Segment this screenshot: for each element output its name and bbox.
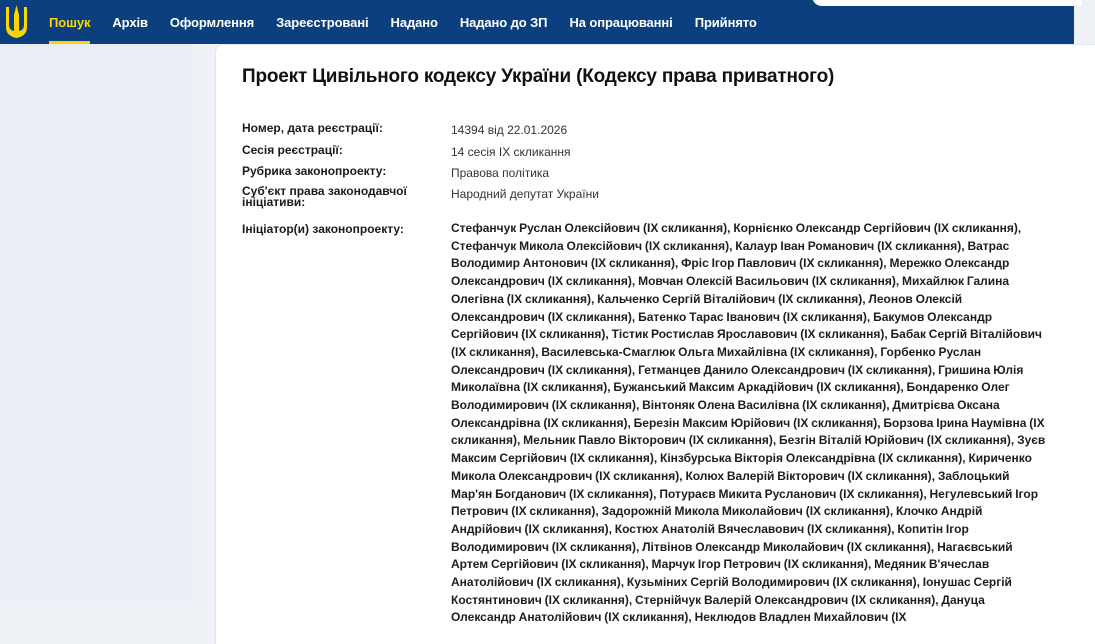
nav-tab-provided-to-plenary[interactable]: Надано до ЗП <box>459 14 548 30</box>
nav-tab-provided[interactable]: Надано <box>390 14 438 30</box>
nav-tab-processing[interactable]: Оформлення <box>169 14 255 30</box>
top-navigation-bar <box>0 0 1074 44</box>
nav-tab-archive[interactable]: Архів <box>112 14 148 30</box>
field-label: Рубрика законопроекту: <box>242 164 387 178</box>
field-value: 14 сесія IX скликання <box>451 145 571 159</box>
field-session <box>242 145 571 159</box>
field-value: 14394 від 22.01.2026 <box>451 123 568 137</box>
page-title: Проект Цивільного кодексу України (Кодексу права приватного) <box>242 66 835 87</box>
trident-coat-of-arms-icon[interactable] <box>4 3 29 39</box>
initiators-list: Стефанчук Руслан Олексійович (IX скликання), Корнієнко Олександр Сергійович (IX скликання), Стефанчук Микола Олексійович (IX скликання), Калаур Іван Романович (IX скликання), Ватрас Володимир Антонович (IX скликання), Фріс Ігор Павлович (IX скликання), Мережко Олександр Олександрович (IX скликання), Мовчан Олексій Васильович (IX скликання), Михайлюк Галина Олегівна (IX скликання), Кальченко Сергій Віталійович (IX скликання), Леонов Олексій Олександрович (IX скликання), Батенко Тарас Іванович (IX скликання), Бакумов Олександр Сергійович (IX скликання), Тістик Ростислав Ярославович (IX скликання), Бабак Сергій Віталійович (IX скликання), Василевська-Смаглюк Ольга Михайлівна (IX скликання), Горбенко Руслан Олександрович (IX скликання), Гетманцев Данило Олександрович (IX скликання), Гришина Юлія Миколаївна (IX скликання), Бужанський Максим Аркадійович (IX скликання), Бондаренко Олег Володимирович (IX скликання), Вінтоняк Олена Василівна (IX скликання), Дмитрієва Оксана Олександрівна (IX скликання), Березін Максим Юрійович (IX скликання), Борзова Ірина Наумівна (IX скликання), Мельник Павло Вікторович (IX скликання), Безгін Віталій Юрійович (IX скликання), Зуєв Максим Сергійович (IX скликання), Кінзбурська Вікторія Олександрівна (IX скликання), Кириченко Микола Олександрович (IX скликання), Колюх Валерій Вікторович (IX скликання), Заблоцький Мар'ян Богданович (IX скликання), Потураєв Микита Русланович (IX скликання), Негулевський Ігор Петрович (IX скликання), Задорожній Микола Миколайович (IX скликання), Клочко Андрій Андрійович (IX скликання), Костюх Анатолій Вячеславович (IX скликання), Копитін Ігор Володимирович (IX скликання), Літвінов Олександр Миколайович (IX скликання), Нагаєвський Артем Сергійович (IX скликання), Марчук Ігор Петрович (IX скликання), Медяник В'ячеслав Анатолійович (IX скликання), Кузьміних Сергій Володимирович (IX скликання), Іонушас Сергій Костянтинович (IX скликання), Стернійчук Валерій Олександрович (IX скликання), Дануца Олександр Анатолійович (IX скликання), Неклюдов Владлен Михайлович (IX <box>451 221 1046 625</box>
field-label: Сесія реєстрації: <box>242 143 343 157</box>
search-input[interactable] <box>812 0 1082 6</box>
nav-tab-search[interactable]: Пошук <box>38 0 101 44</box>
field-rubric <box>242 166 549 180</box>
field-value: Народний депутат України <box>451 187 599 201</box>
main-nav <box>38 0 768 44</box>
nav-tab-adopted[interactable]: Прийнято <box>694 14 757 30</box>
left-sidebar <box>0 44 193 601</box>
field-subject <box>242 186 599 208</box>
field-label: Номер, дата реєстрації: <box>242 121 383 135</box>
initiators-label: Ініціатор(и) законопроекту: <box>242 222 404 236</box>
field-label: Суб'єкт права законодавчої ініціативи: <box>242 184 407 209</box>
nav-tab-registered[interactable]: Зареєстровані <box>276 14 369 30</box>
field-value: Правова політика <box>451 166 550 180</box>
field-registration-number <box>242 123 567 137</box>
nav-tab-under-review[interactable]: На опрацюванні <box>569 14 673 30</box>
